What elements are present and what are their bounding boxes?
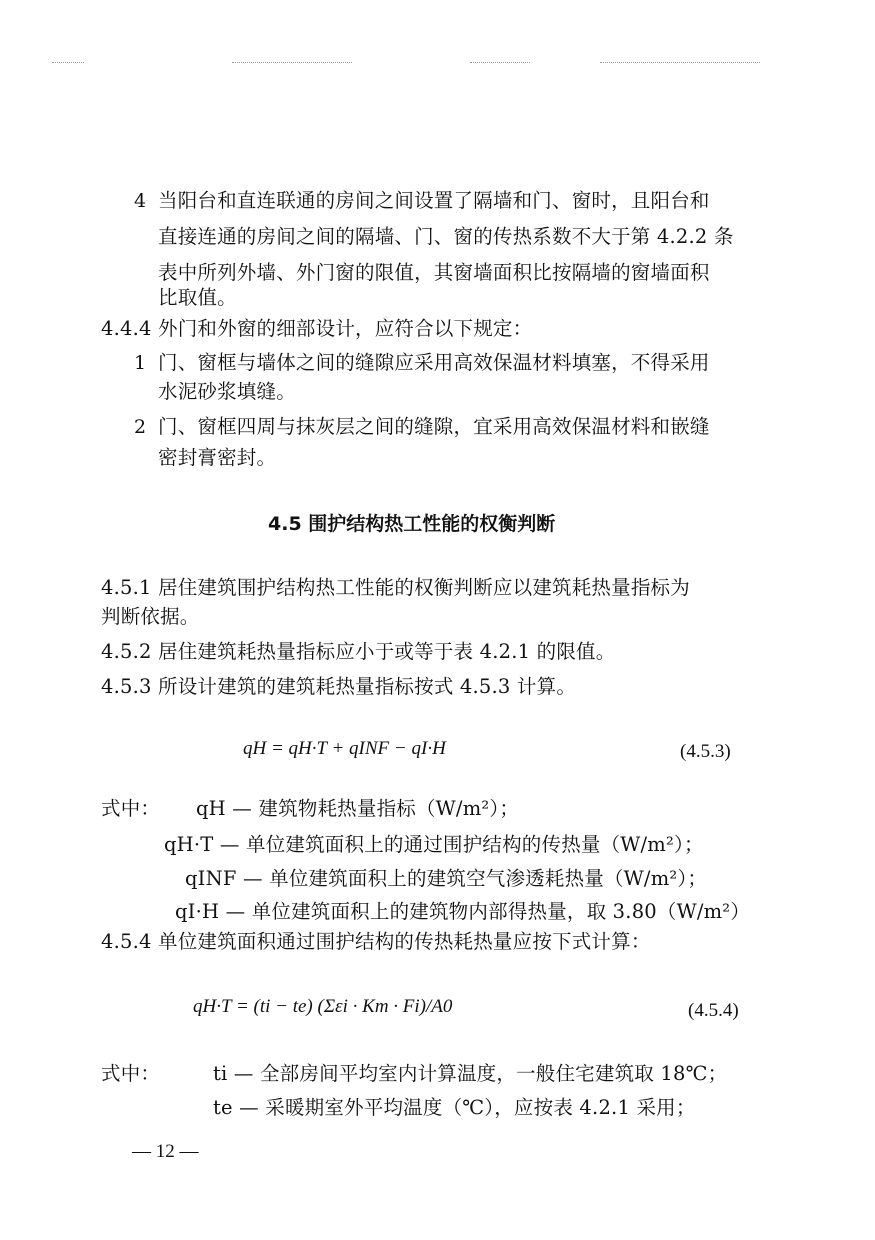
- item-2-line-1: 门、窗框四周与抹灰层之间的缝隙，宜采用高效保温材料和嵌缝: [158, 415, 710, 438]
- equation-number-4-5-3: (4.5.3): [680, 741, 731, 762]
- clause-4-4-4: 4.4.4 外门和外窗的细部设计，应符合以下规定：: [101, 317, 533, 340]
- scan-artifact-line: [600, 62, 760, 64]
- item-1-line-1: 门、窗框与墙体之间的缝隙应采用高效保温材料填塞，不得采用: [158, 351, 710, 374]
- equation-number-4-5-4: (4.5.4): [688, 1000, 739, 1021]
- scan-artifact-line: [232, 62, 352, 64]
- formula-4-5-3: qH = qH·T + qINF − qI·H: [243, 738, 446, 759]
- formula-4-5-4: qH·T = (ti − te) (Σεi · Km · Fi)/A0: [193, 996, 453, 1017]
- item-2-line-2: 密封膏密封。: [158, 446, 277, 469]
- definition-qIH: qI·H — 单位建筑面积上的建筑物内部得热量，取 3.80（W/m²）: [175, 900, 751, 923]
- definition-te: te — 采暖期室外平均温度（℃），应按表 4.2.1 采用；: [213, 1096, 696, 1119]
- clause-4-5-4: 4.5.4 单位建筑面积通过围护结构的传热耗热量应按下式计算：: [101, 930, 651, 953]
- item-1-number: 1: [134, 352, 147, 374]
- clause-4-5-1-line-1: 4.5.1 居住建筑围护结构热工性能的权衡判断应以建筑耗热量指标为: [101, 576, 690, 599]
- item-4-line-2: 直接连通的房间之间的隔墙、门、窗的传热系数不大于第 4.2.2 条: [158, 225, 734, 248]
- scan-artifact-line: [470, 62, 530, 64]
- clause-4-5-1-line-2: 判断依据。: [101, 605, 200, 628]
- definition-qHT: qH·T — 单位建筑面积上的通过围护结构的传热量（W/m²）；: [164, 833, 704, 856]
- item-2-number: 2: [134, 416, 147, 438]
- where-label-2: 式中：: [101, 1062, 161, 1085]
- item-4-line-3: 表中所列外墙、外门窗的限值，其窗墙面积比按隔墙的窗墙面积: [158, 261, 710, 284]
- clause-4-5-2: 4.5.2 居住建筑耗热量指标应小于或等于表 4.2.1 的限值。: [101, 640, 616, 663]
- item-4-number: 4: [134, 190, 147, 212]
- scan-artifact-line: [52, 62, 84, 64]
- section-heading-4-5: 4.5 围护结构热工性能的权衡判断: [268, 513, 556, 535]
- item-4-line-4: 比取值。: [158, 286, 237, 309]
- definition-ti: ti — 全部房间平均室内计算温度，一般住宅建筑取 18℃；: [213, 1062, 728, 1085]
- definition-qH: qH — 建筑物耗热量指标（W/m²）；: [196, 797, 520, 820]
- clause-4-5-3: 4.5.3 所设计建筑的建筑耗热量指标按式 4.5.3 计算。: [101, 675, 577, 698]
- where-label-1: 式中：: [101, 797, 161, 820]
- item-1-line-2: 水泥砂浆填缝。: [158, 380, 296, 403]
- item-4-line-1: 当阳台和直连联通的房间之间设置了隔墙和门、窗时，且阳台和: [158, 189, 710, 212]
- page-number: — 12 —: [132, 1141, 199, 1162]
- definition-qINF: qINF — 单位建筑面积上的建筑空气渗透耗热量（W/m²）；: [185, 867, 708, 890]
